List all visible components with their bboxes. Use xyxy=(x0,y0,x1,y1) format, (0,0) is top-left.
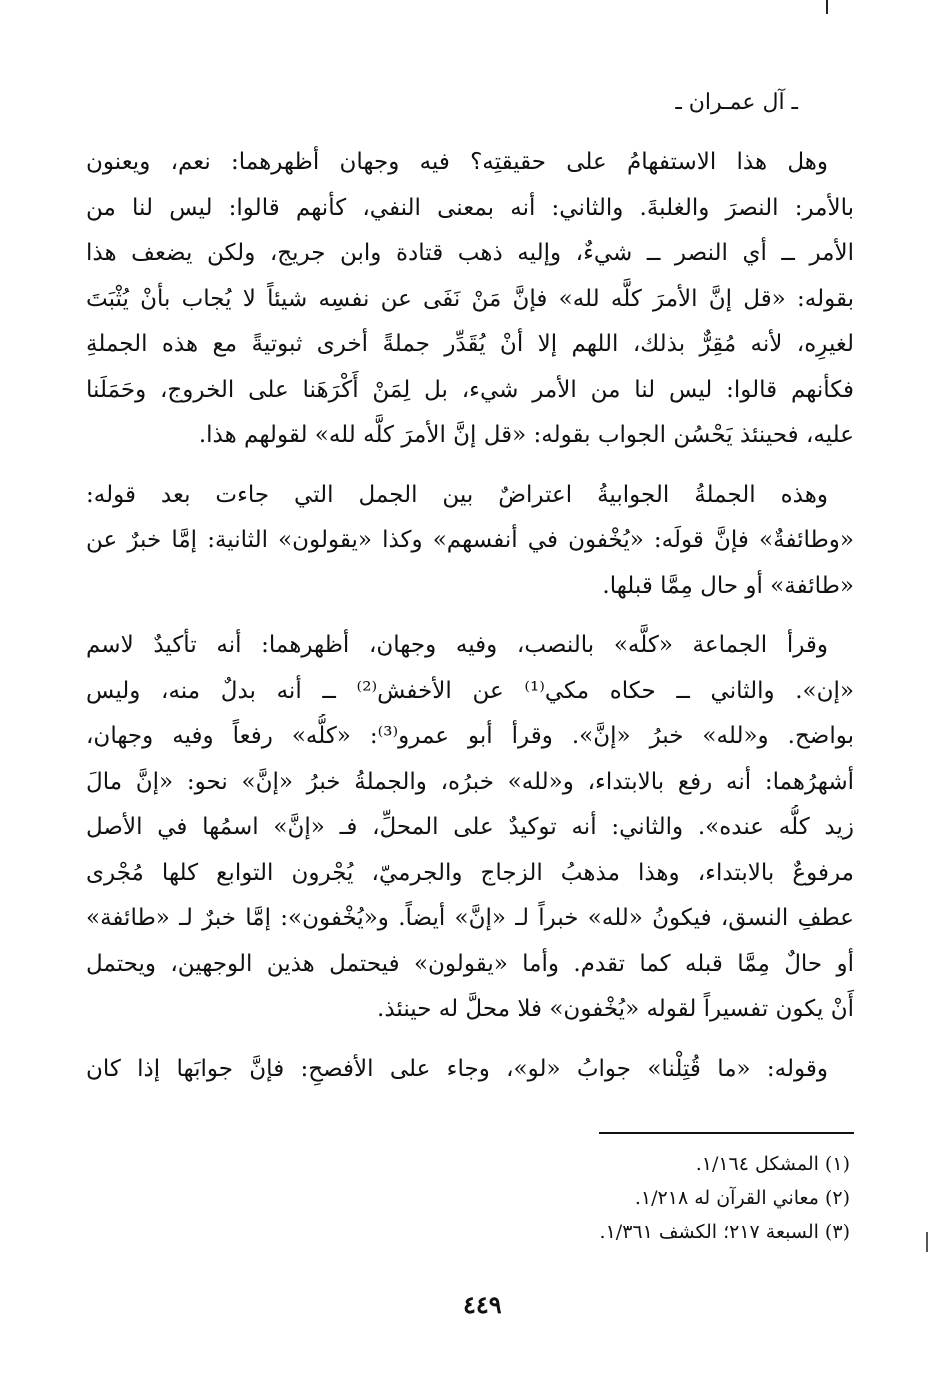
text-line: وقرأ الجماعة «كلَّه» بالنصب، وفيه وجهان، أظهرهما: أنه تأكيدٌ لاسم xyxy=(86,632,828,658)
text-line: الأمر ــ أي النصر ــ شيءٌ، وإليه ذهب قتادة وابن جريج، ولكن يضعف هذا xyxy=(86,240,854,266)
text-line: فكأنهم قالوا: ليس لنا من الأمر شيء، بل لِمَنْ أَكْرَهَنا على الخروج، وحَمَلَنا xyxy=(86,376,854,403)
text-line: لغيرِه، لأنه مُقِرٌّ بذلك، اللهم إلا أنْ يُقَدِّر جملةً أخرى ثبوتيةً مع هذه الجملةِ xyxy=(86,331,854,357)
paragraph-4 xyxy=(86,1047,854,1093)
text-line: وهل هذا الاستفهامُ على حقيقتِه؟ فيه وجهان أظهرهما: نعم، ويعنون xyxy=(86,149,828,175)
scan-edge-mark xyxy=(926,1232,928,1252)
text-line: «وطائفةٌ» فإنَّ قولَه: «يُخْفون في أنفسهم» وكذا «يقولون» الثانية: إمَّا خبرٌ عن xyxy=(86,527,854,553)
footnote-divider xyxy=(599,1132,854,1134)
text-line: أَنْ يكون تفسيراً لقوله «يُخْفون» فلا محلَّ له حينئذ. xyxy=(377,996,854,1022)
text-line: عليه، فحينئذ يَحْسُن الجواب بقوله: «قل إنَّ الأمرَ كلَّه لله» لقولهم هذا. xyxy=(198,422,854,448)
text-line: «إن». والثاني ــ حكاه مكي⁽¹⁾ عن الأخفش⁽²⁾ ــ أنه بدلٌ منه، وليس xyxy=(86,677,854,704)
paragraph-2 xyxy=(86,473,854,610)
paragraph-1 xyxy=(86,140,854,459)
text-line: بالأمر: النصرَ والغلبةَ. والثاني: أنه بمعنى النفي، كأنهم قالوا: ليس لنا من xyxy=(86,194,854,221)
text-line: عطفِ النسق، فيكونُ «لله» خبراً لـ «إنَّ» أيضاً. و«يُخْفون»: إمَّا خبرٌ لـ «طائفة» xyxy=(86,905,854,931)
footnote-3: (٣) السبعة ٢١٧؛ الكشف ١/٣٦١. xyxy=(599,1221,850,1243)
page-number: ٤٤٩ xyxy=(463,1290,502,1319)
paragraph-3 xyxy=(86,623,854,1033)
footnote-2: (٢) معاني القرآن له ١/٢١٨. xyxy=(634,1187,850,1209)
text-line: «طائفة» أو حال مِمَّا قبلها. xyxy=(602,572,854,599)
text-line: أو حالٌ مِمَّا قبله كما تقدم. وأما «يقولون» فيحتمل هذين الوجهين، ويحتمل xyxy=(86,950,854,977)
footnotes xyxy=(350,1147,850,1249)
footnote-1: (١) المشكل ١/١٦٤. xyxy=(695,1153,850,1175)
paragraph-gap xyxy=(86,609,854,623)
scan-edge-mark xyxy=(826,0,828,14)
text-line: بقوله: «قل إنَّ الأمرَ كلَّه لله» فإنَّ مَنْ نَفَى عن نفسِه شيئاً لا يُجاب بأنْ يُثْبَتَ xyxy=(86,285,854,312)
paragraph-gap xyxy=(86,459,854,473)
text-line: بواضح. و«لله» خبرُ «إنَّ». وقرأ أبو عمرو⁽³⁾: «كلُّه» رفعاً وفيه وجهان، xyxy=(86,723,854,749)
text-line: زيد كلُّه عنده». والثاني: أنه توكيدٌ على المحلِّ، فـ «إنَّ» اسمُها في الأصل xyxy=(86,814,854,840)
running-header: ـ آل عمـران ـ xyxy=(675,90,798,115)
text-line: وهذه الجملةُ الجوابيةُ اعتراضٌ بين الجمل التي جاءت بعد قوله: xyxy=(86,481,828,508)
text-line: وقوله: «ما قُتِلْنا» جوابُ «لو»، وجاء على الأفصحِ: فإنَّ جوابَها إذا كان xyxy=(86,1055,828,1082)
text-line: مرفوعٌ بالابتداء، وهذا مذهبُ الزجاج والجرميّ، يُجْرون التوابع كلها مُجْرى xyxy=(86,859,854,886)
paragraph-gap xyxy=(86,1033,854,1047)
text-line: أشهرُهما: أنه رفع بالابتداء، و«لله» خبرُه، والجملةُ خبرُ «إنَّ» نحو: «إنَّ مالَ xyxy=(86,768,854,795)
main-text xyxy=(86,140,854,1092)
